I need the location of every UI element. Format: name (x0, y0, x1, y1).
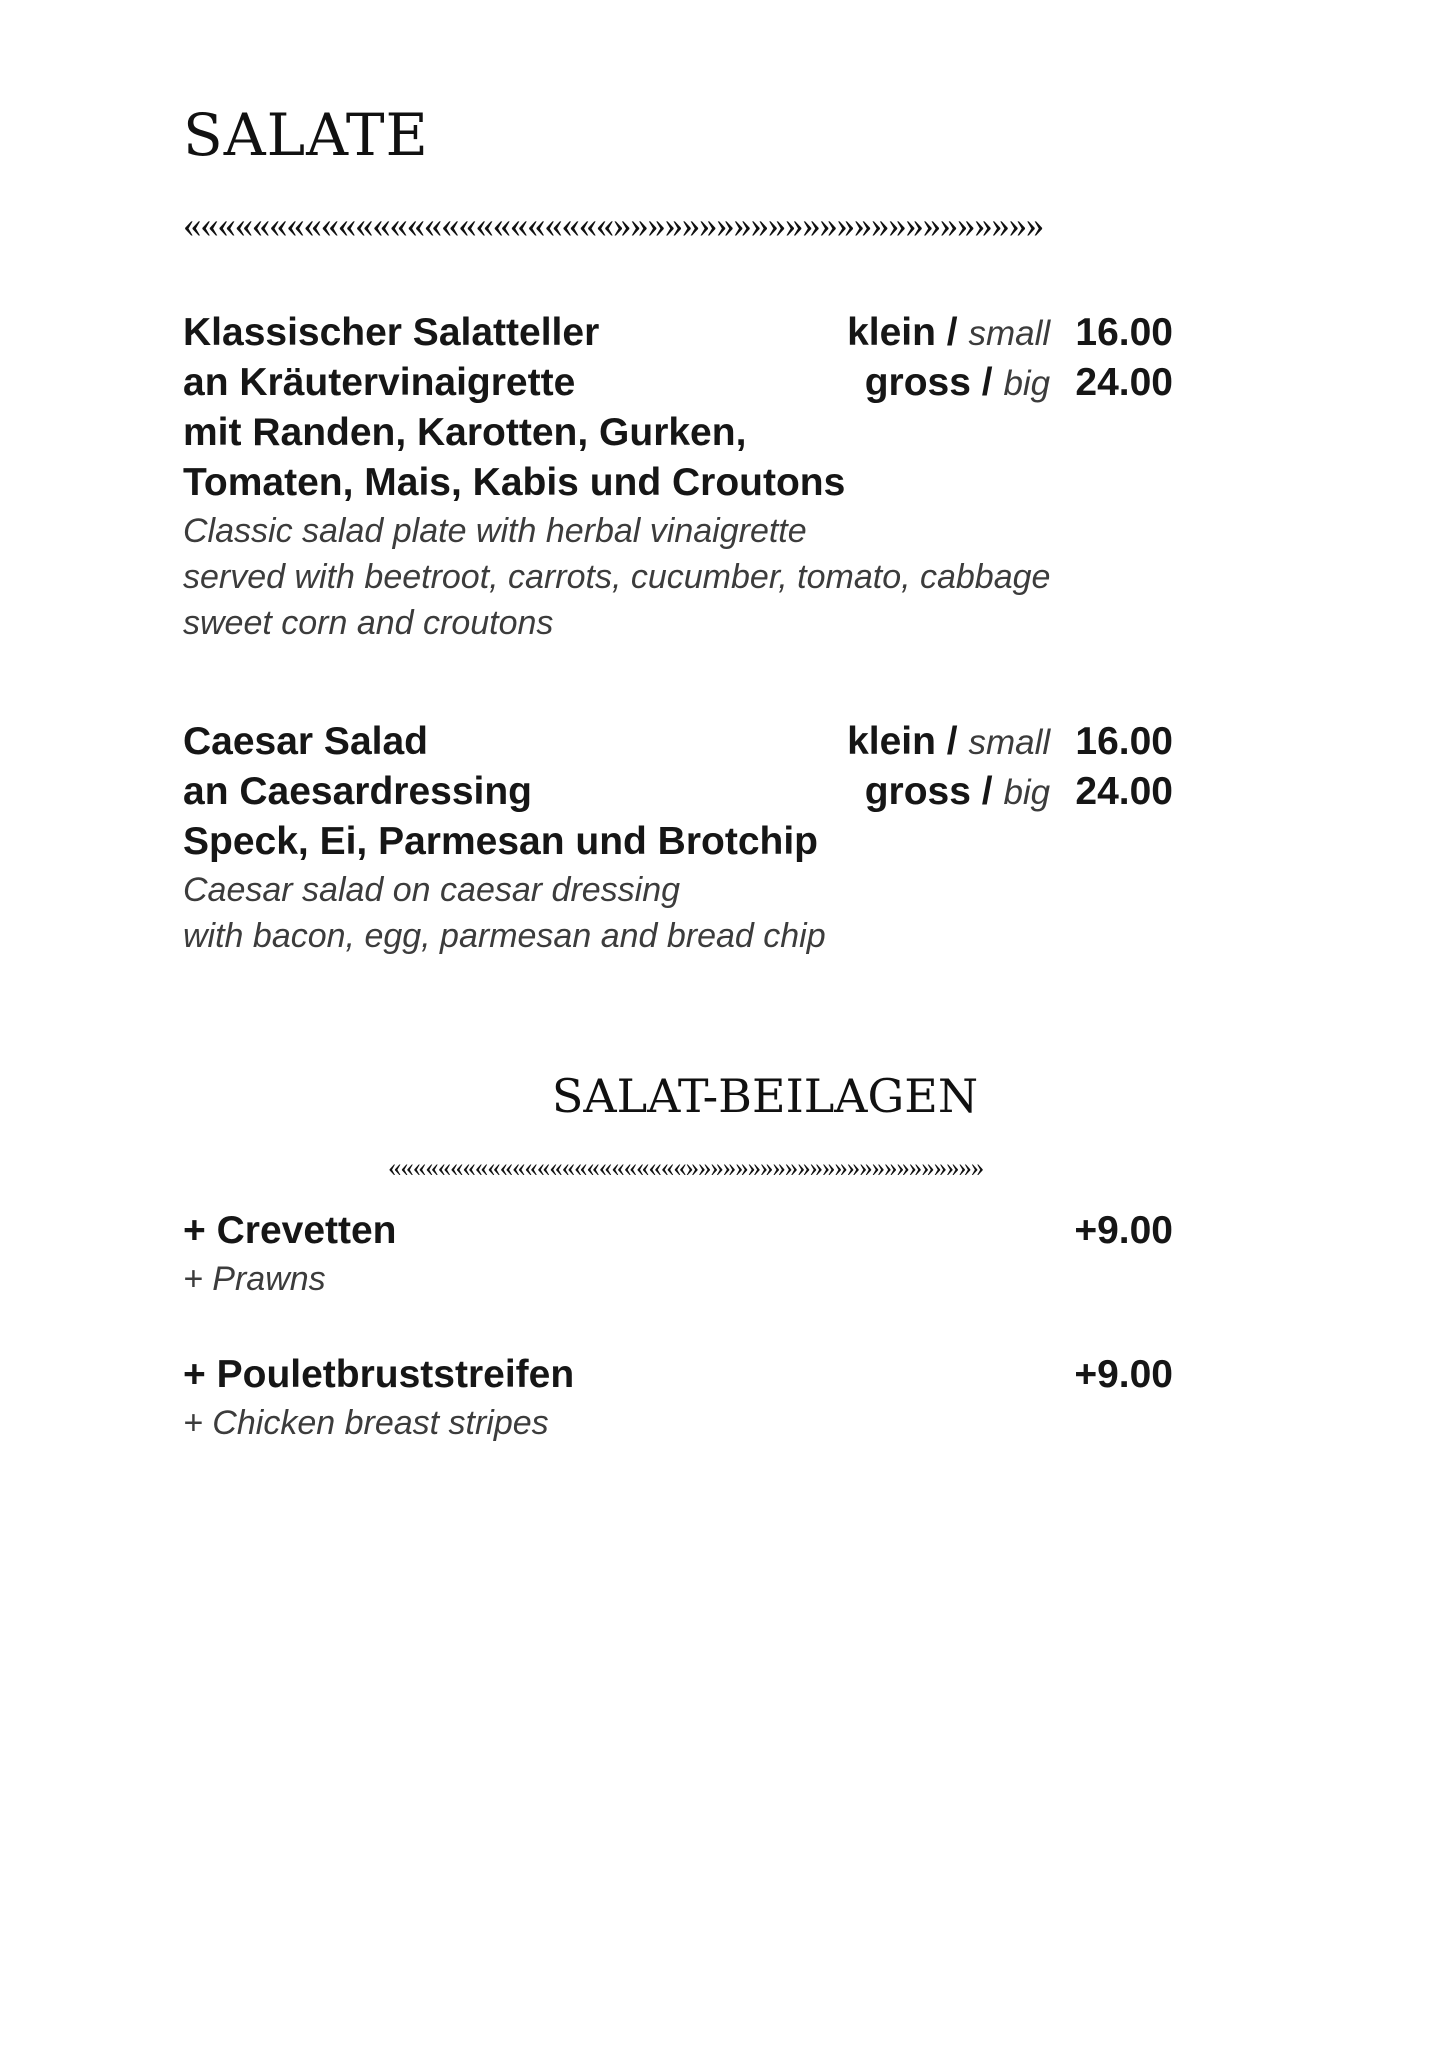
item-description-line: + Chicken breast stripes (183, 1404, 549, 1442)
menu-item-klassischer-salatteller (183, 308, 1173, 646)
price-small (847, 717, 1173, 767)
item-description-line: + Prawns (183, 1260, 326, 1298)
side-item-pouletbruststreifen (183, 1350, 1173, 1446)
size-label-en: big (1003, 364, 1051, 403)
item-name-line: + Pouletbruststreifen (183, 1353, 575, 1396)
side-price (1061, 1206, 1173, 1256)
size-label-en: big (1003, 773, 1051, 812)
size-label-de: gross / (864, 361, 993, 404)
item-description-line: Classic salad plate with herbal vinaigrette (183, 512, 807, 550)
item-description-line: with bacon, egg, parmesan and bread chip (183, 917, 826, 955)
size-label-de: gross / (864, 770, 993, 813)
item-row (183, 717, 1173, 767)
menu-item-caesar-salad (183, 717, 1173, 959)
price-big (865, 358, 1173, 408)
item-row (183, 767, 1173, 817)
item-name-line: Speck, Ei, Parmesan und Brotchip (183, 820, 819, 863)
item-name-line: Tomaten, Mais, Kabis und Croutons (183, 461, 846, 504)
size-label-de: klein / (847, 311, 958, 354)
price-amount: 16.00 (1075, 720, 1173, 763)
size-label-de: klein / (847, 720, 958, 763)
item-description-line: Caesar salad on caesar dressing (183, 871, 681, 909)
item-row (183, 308, 1173, 358)
item-name-line: + Crevetten (183, 1209, 397, 1252)
item-row (183, 1350, 1173, 1400)
item-name-line: Klassischer Salatteller (183, 311, 600, 354)
section-ornament-salate: «««««««««««««««««««««««««»»»»»»»»»»»»»»»»»»»»»»»»» (183, 205, 1044, 246)
item-description-line: served with beetroot, carrots, cucumber, tomato, cabbage (183, 558, 1051, 596)
price-amount: +9.00 (1074, 1353, 1173, 1396)
side-item-crevetten (183, 1206, 1173, 1302)
price-amount: 24.00 (1075, 770, 1173, 813)
price-amount: +9.00 (1074, 1209, 1173, 1252)
item-row (183, 358, 1173, 408)
price-amount: 16.00 (1075, 311, 1173, 354)
item-name-line: an Kräutervinaigrette (183, 361, 576, 404)
side-price (1061, 1350, 1173, 1400)
item-name-line: Caesar Salad (183, 720, 428, 763)
item-name-line: mit Randen, Karotten, Gurken, (183, 411, 747, 454)
size-label-en: small (968, 723, 1051, 762)
section-title-salat-beilagen: SALAT-BEILAGEN (551, 1069, 979, 1123)
price-amount: 24.00 (1075, 361, 1173, 404)
section-ornament-beilagen: ««««««««««««««««««««««««»»»»»»»»»»»»»»»»»»»»»»»» (388, 1152, 984, 1182)
price-small (847, 308, 1173, 358)
section-title-salate: SALATE (183, 101, 429, 169)
price-big (865, 767, 1173, 817)
item-description-line: sweet corn and croutons (183, 604, 554, 642)
item-name-line: an Caesardressing (183, 770, 533, 813)
size-label-en: small (968, 314, 1051, 353)
item-row (183, 1206, 1173, 1256)
